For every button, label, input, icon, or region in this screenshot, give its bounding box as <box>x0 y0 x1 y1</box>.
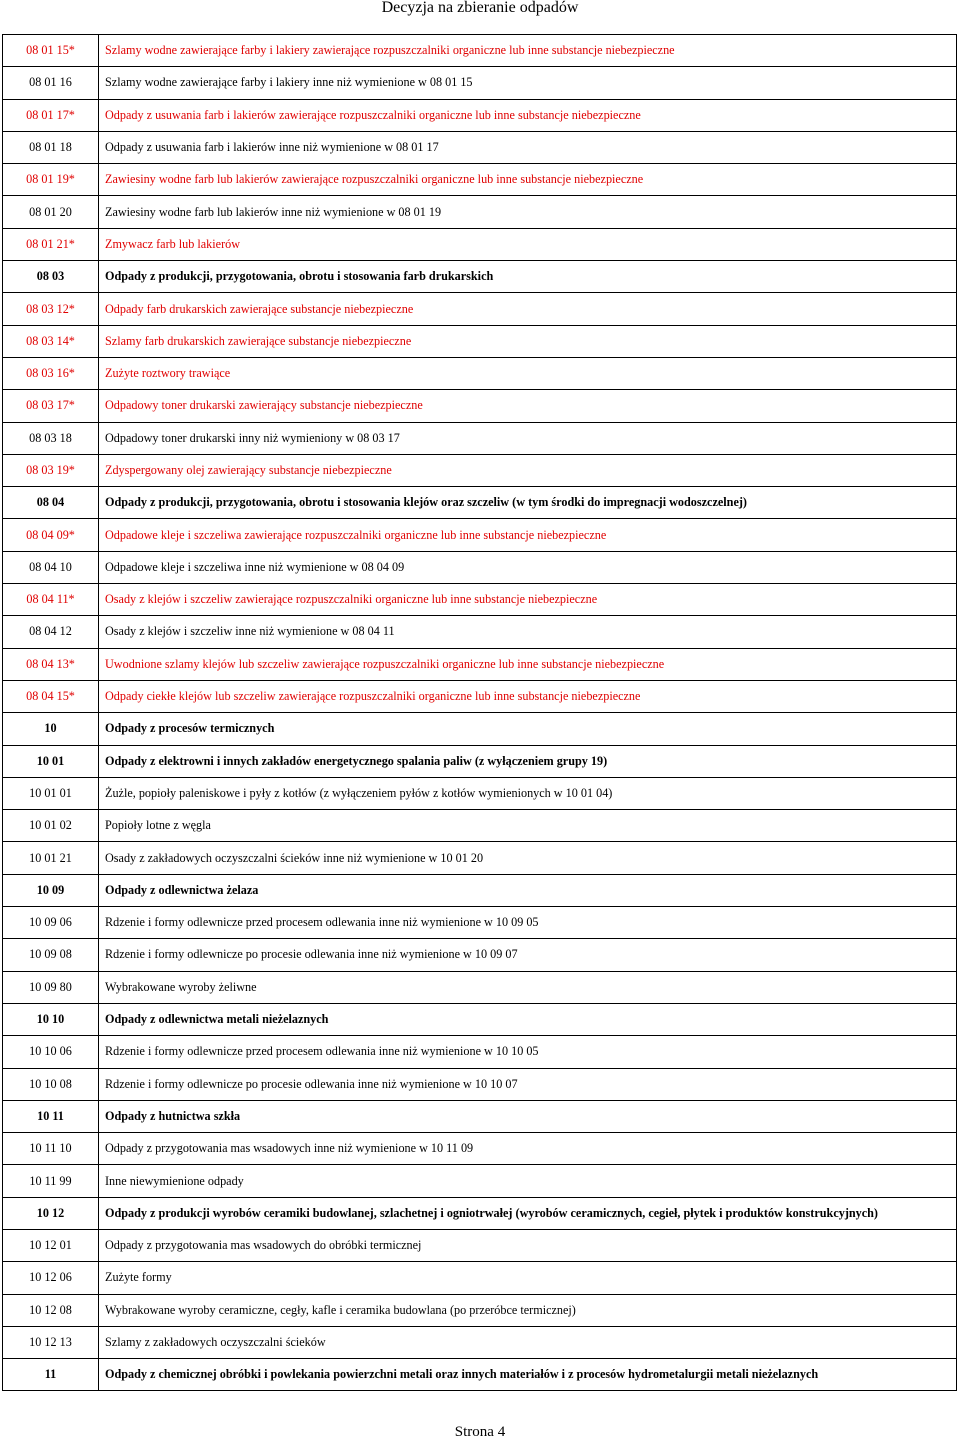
table-row <box>3 1003 957 1035</box>
waste-description: Szlamy wodne zawierające farby i lakiery zawierające rozpuszczalniki organiczne lub inne substancje niebezpieczne <box>99 35 957 67</box>
waste-code: 10 09 80 <box>3 971 99 1003</box>
table-row <box>3 1100 957 1132</box>
waste-code: 08 04 09* <box>3 519 99 551</box>
waste-code: 08 03 12* <box>3 293 99 325</box>
waste-code: 10 10 08 <box>3 1068 99 1100</box>
waste-code: 08 01 21* <box>3 228 99 260</box>
waste-description: Zawiesiny wodne farb lub lakierów zawierające rozpuszczalniki organiczne lub inne substancje niebezpieczne <box>99 164 957 196</box>
waste-description: Odpady z usuwania farb i lakierów inne niż wymienione w 08 01 17 <box>99 131 957 163</box>
waste-description: Odpady z elektrowni i innych zakładów energetycznego spalania paliw (z wyłączeniem grupy 19) <box>99 745 957 777</box>
waste-code: 10 09 <box>3 874 99 906</box>
waste-description: Osady z klejów i szczeliw zawierające rozpuszczalniki organiczne lub inne substancje niebezpieczne <box>99 584 957 616</box>
table-row <box>3 680 957 712</box>
waste-description: Rdzenie i formy odlewnicze przed procesem odlewania inne niż wymienione w 10 10 05 <box>99 1036 957 1068</box>
waste-description: Wybrakowane wyroby ceramiczne, cegły, kafle i ceramika budowlana (po przeróbce termicznej) <box>99 1294 957 1326</box>
table-row <box>3 939 957 971</box>
table-row <box>3 1197 957 1229</box>
waste-code: 10 11 10 <box>3 1133 99 1165</box>
waste-description: Popioły lotne z węgla <box>99 810 957 842</box>
waste-code: 10 09 06 <box>3 907 99 939</box>
waste-code: 10 10 <box>3 1003 99 1035</box>
waste-description: Inne niewymienione odpady <box>99 1165 957 1197</box>
waste-description: Odpady z produkcji, przygotowania, obrotu i stosowania klejów oraz szczeliw (w tym środki do impregnacji wodoszczelnej) <box>99 487 957 519</box>
table-row <box>3 713 957 745</box>
waste-code: 08 03 <box>3 261 99 293</box>
waste-code: 10 11 99 <box>3 1165 99 1197</box>
table-row <box>3 228 957 260</box>
waste-description: Uwodnione szlamy klejów lub szczeliw zawierające rozpuszczalniki organiczne lub inne substancje niebezpieczne <box>99 648 957 680</box>
waste-description: Odpady z przygotowania mas wsadowych inne niż wymienione w 10 11 09 <box>99 1133 957 1165</box>
table-row <box>3 745 957 777</box>
waste-description: Zdyspergowany olej zawierający substancje niebezpieczne <box>99 454 957 486</box>
table-row <box>3 131 957 163</box>
waste-code: 10 01 01 <box>3 777 99 809</box>
table-row <box>3 487 957 519</box>
table-row <box>3 454 957 486</box>
waste-description: Zużyte formy <box>99 1262 957 1294</box>
table-row <box>3 357 957 389</box>
waste-code: 10 09 08 <box>3 939 99 971</box>
waste-code: 08 04 10 <box>3 551 99 583</box>
waste-code: 11 <box>3 1359 99 1391</box>
table-row <box>3 35 957 67</box>
waste-description: Osady z zakładowych oczyszczalni ścieków inne niż wymienione w 10 01 20 <box>99 842 957 874</box>
table-row <box>3 810 957 842</box>
page-title: Decyzja na zbieranie odpadów <box>381 0 579 16</box>
table-row <box>3 1326 957 1358</box>
waste-description: Odpady z usuwania farb i lakierów zawierające rozpuszczalniki organiczne lub inne substancje niebezpieczne <box>99 99 957 131</box>
waste-code: 08 03 16* <box>3 357 99 389</box>
waste-code: 10 01 <box>3 745 99 777</box>
table-row <box>3 422 957 454</box>
waste-code: 08 04 15* <box>3 680 99 712</box>
waste-description: Zmywacz farb lub lakierów <box>99 228 957 260</box>
table-row <box>3 519 957 551</box>
table-row <box>3 1229 957 1261</box>
waste-code: 08 01 20 <box>3 196 99 228</box>
waste-code: 10 12 06 <box>3 1262 99 1294</box>
waste-description: Szlamy z zakładowych oczyszczalni ścieków <box>99 1326 957 1358</box>
table-row <box>3 1294 957 1326</box>
table-row <box>3 551 957 583</box>
waste-description: Odpady z odlewnictwa metali nieżelaznych <box>99 1003 957 1035</box>
table-row <box>3 971 957 1003</box>
waste-description: Wybrakowane wyroby żeliwne <box>99 971 957 1003</box>
table-row <box>3 616 957 648</box>
waste-code: 08 03 14* <box>3 325 99 357</box>
waste-code: 10 12 01 <box>3 1229 99 1261</box>
waste-code: 10 01 21 <box>3 842 99 874</box>
waste-code: 08 01 16 <box>3 67 99 99</box>
waste-code: 08 04 <box>3 487 99 519</box>
table-row <box>3 1036 957 1068</box>
waste-description: Odpady z odlewnictwa żelaza <box>99 874 957 906</box>
table-row <box>3 777 957 809</box>
table-row <box>3 842 957 874</box>
table-row <box>3 907 957 939</box>
waste-description: Odpady z produkcji wyrobów ceramiki budowlanej, szlachetnej i ogniotrwałej (wyrobów ceramicznych, cegieł, płytek i produktów konstrukcyjnych) <box>99 1197 957 1229</box>
waste-description: Odpadowe kleje i szczeliwa zawierające rozpuszczalniki organiczne lub inne substancje niebezpieczne <box>99 519 957 551</box>
waste-description: Odpady z procesów termicznych <box>99 713 957 745</box>
waste-code: 10 12 <box>3 1197 99 1229</box>
waste-code: 08 01 15* <box>3 35 99 67</box>
waste-code: 10 12 13 <box>3 1326 99 1358</box>
waste-code: 08 04 13* <box>3 648 99 680</box>
table-row <box>3 1133 957 1165</box>
waste-description: Odpady farb drukarskich zawierające substancje niebezpieczne <box>99 293 957 325</box>
table-row <box>3 390 957 422</box>
waste-description: Odpady z przygotowania mas wsadowych do obróbki termicznej <box>99 1229 957 1261</box>
waste-description: Odpadowe kleje i szczeliwa inne niż wymienione w 08 04 09 <box>99 551 957 583</box>
page-number: Strona 4 <box>454 1424 506 1440</box>
waste-description: Rdzenie i formy odlewnicze po procesie odlewania inne niż wymienione w 10 09 07 <box>99 939 957 971</box>
table-row <box>3 325 957 357</box>
waste-code: 08 03 19* <box>3 454 99 486</box>
waste-code: 08 03 18 <box>3 422 99 454</box>
table-body <box>3 35 957 1391</box>
table-row <box>3 1359 957 1391</box>
waste-description: Osady z klejów i szczeliw inne niż wymienione w 08 04 11 <box>99 616 957 648</box>
table-row <box>3 99 957 131</box>
table-row <box>3 1262 957 1294</box>
waste-code: 10 <box>3 713 99 745</box>
waste-code: 08 01 18 <box>3 131 99 163</box>
waste-description: Zużyte roztwory trawiące <box>99 357 957 389</box>
waste-code: 08 04 11* <box>3 584 99 616</box>
waste-code: 08 01 19* <box>3 164 99 196</box>
waste-description: Odpadowy toner drukarski inny niż wymieniony w 08 03 17 <box>99 422 957 454</box>
table-row <box>3 1165 957 1197</box>
waste-description: Odpady z produkcji, przygotowania, obrotu i stosowania farb drukarskich <box>99 261 957 293</box>
waste-description: Zawiesiny wodne farb lub lakierów inne niż wymienione w 08 01 19 <box>99 196 957 228</box>
waste-description: Odpady ciekłe klejów lub szczeliw zawierające rozpuszczalniki organiczne lub inne substancje niebezpieczne <box>99 680 957 712</box>
waste-description: Rdzenie i formy odlewnicze przed procesem odlewania inne niż wymienione w 10 09 05 <box>99 907 957 939</box>
waste-code: 10 12 08 <box>3 1294 99 1326</box>
waste-description: Rdzenie i formy odlewnicze po procesie odlewania inne niż wymienione w 10 10 07 <box>99 1068 957 1100</box>
table-row <box>3 1068 957 1100</box>
waste-description: Odpady z chemicznej obróbki i powlekania powierzchni metali oraz innych materiałów i z procesów hydrometalurgii metali nieżelaznych <box>99 1359 957 1391</box>
waste-code: 08 01 17* <box>3 99 99 131</box>
waste-code: 08 04 12 <box>3 616 99 648</box>
table-row <box>3 874 957 906</box>
waste-code: 10 01 02 <box>3 810 99 842</box>
waste-code: 08 03 17* <box>3 390 99 422</box>
table-row <box>3 293 957 325</box>
table-row <box>3 648 957 680</box>
table-row <box>3 261 957 293</box>
waste-code: 10 10 06 <box>3 1036 99 1068</box>
waste-description: Odpadowy toner drukarski zawierający substancje niebezpieczne <box>99 390 957 422</box>
waste-description: Szlamy farb drukarskich zawierające substancje niebezpieczne <box>99 325 957 357</box>
waste-description: Szlamy wodne zawierające farby i lakiery inne niż wymienione w 08 01 15 <box>99 67 957 99</box>
table-row <box>3 584 957 616</box>
table-row <box>3 164 957 196</box>
table-row <box>3 67 957 99</box>
waste-codes-table <box>2 34 957 1391</box>
waste-code: 10 11 <box>3 1100 99 1132</box>
waste-description: Żużle, popioły paleniskowe i pyły z kotłów (z wyłączeniem pyłów z kotłów wymienionych w 10 01 04) <box>99 777 957 809</box>
table-row <box>3 196 957 228</box>
waste-description: Odpady z hutnictwa szkła <box>99 1100 957 1132</box>
